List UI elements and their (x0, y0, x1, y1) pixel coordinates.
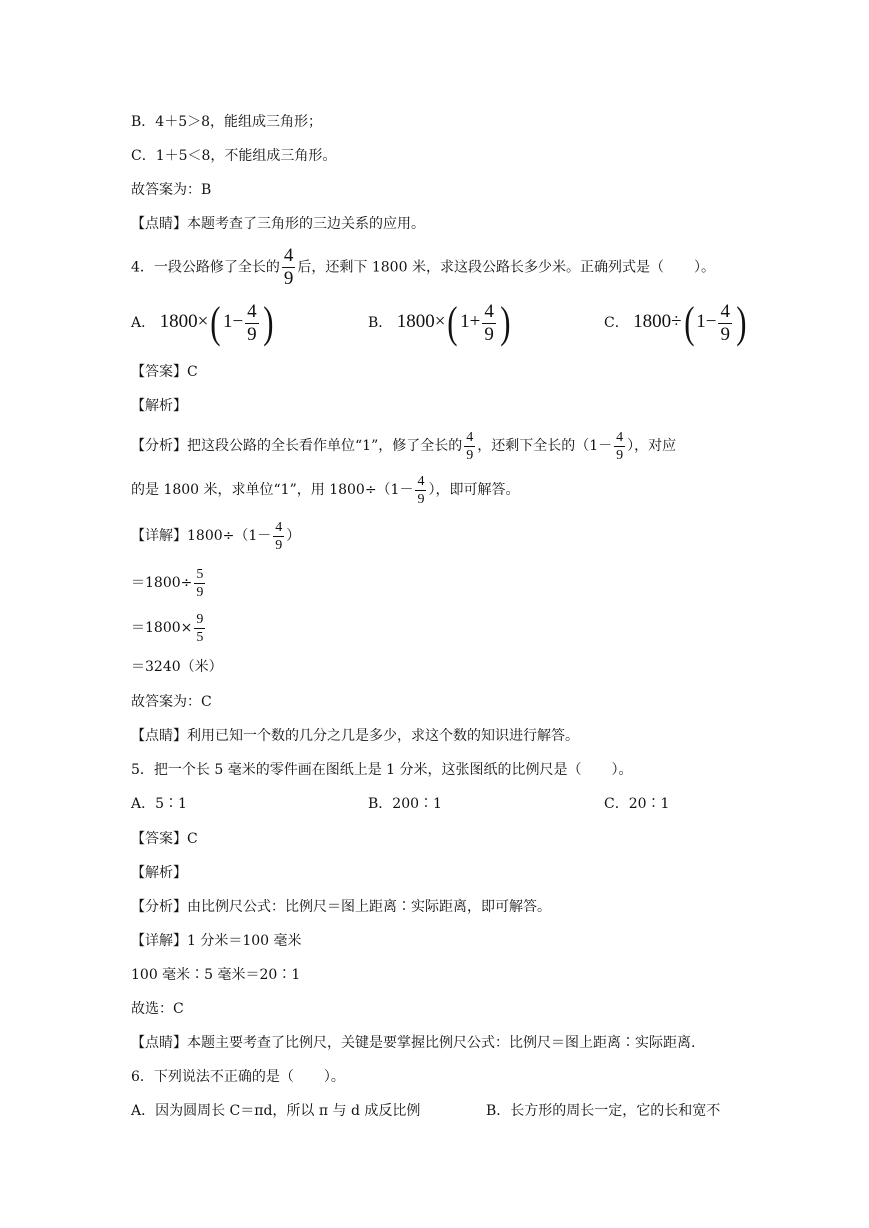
text: 4．一段公路修了全长的 (131, 259, 280, 276)
text: ）。 (611, 762, 633, 778)
text: 5．把一个长 5 毫米的零件画在图纸上是 1 分米，这张图纸的比例尺是（ (131, 762, 582, 778)
q5-option-a (131, 794, 187, 814)
denominator: 9 (417, 491, 425, 507)
text: 故选：C (131, 1001, 184, 1017)
text: ＝1800× (131, 620, 193, 636)
expr: 1800÷ (633, 311, 682, 332)
comment-4 (131, 726, 579, 746)
text: B．4＋5＞8，能组成三角形； (131, 114, 323, 130)
conclusion-4 (131, 692, 212, 712)
text: 故答案为：C (131, 694, 212, 710)
left-paren: ( (447, 298, 458, 347)
numerator: 9 (196, 611, 204, 627)
denominator: 9 (275, 537, 283, 553)
expr: 1− (222, 311, 244, 332)
fraction-9-5 (194, 611, 205, 646)
analysis-4-line2 (131, 470, 519, 510)
text: ＝3240（米） (131, 659, 223, 675)
denominator: 9 (196, 584, 204, 600)
text: ），即可解答。 (428, 482, 520, 498)
expr: 1800× (159, 311, 209, 332)
left-paren: ( (683, 298, 695, 347)
numerator: 4 (616, 429, 624, 445)
text: 【解析】 (131, 398, 187, 414)
text: 【解析】 (131, 865, 187, 881)
text: C．1＋5＜8，不能组成三角形。 (131, 148, 337, 164)
detail-4-step1 (131, 563, 207, 603)
text: ，还剩下全长的（1－ (477, 438, 613, 454)
q6-option-b (486, 1101, 720, 1121)
expr: 1800× (396, 311, 446, 332)
text: A．因为圆周长 C＝πd，所以 π 与 d 成反比例 (131, 1103, 421, 1119)
q5-option-b (368, 794, 442, 814)
option-label: B． (368, 315, 393, 331)
fraction-4-9 (415, 473, 426, 508)
detail-4-step2 (131, 608, 207, 648)
text: 6．下列说法不正确的是（ (131, 1069, 294, 1085)
denominator: 9 (466, 447, 474, 463)
denominator: 5 (196, 629, 204, 645)
text: ＝1800÷ (131, 575, 193, 591)
question-6 (131, 1067, 345, 1087)
right-paren: ) (500, 298, 511, 347)
text: 的是 1800 米，求单位“1”，用 1800÷（1－ (131, 482, 414, 498)
denominator: 9 (247, 323, 257, 345)
detail-4-line1 (131, 516, 300, 556)
numerator: 4 (283, 245, 294, 266)
numerator: 4 (484, 300, 494, 322)
text: C．20∶1 (604, 796, 670, 812)
option-label: C． (604, 315, 629, 331)
text: 后，还剩下 1800 米，求这段公路长多少米。正确列式是（ (297, 259, 664, 276)
conclusion-5 (131, 999, 184, 1019)
text: ）。 (323, 1069, 345, 1085)
text: 【点睛】利用已知一个数的几分之几是多少，求这个数的知识进行解答。 (131, 728, 579, 744)
text: ）。 (693, 259, 715, 276)
expr: 1+ (460, 311, 481, 332)
question-5 (131, 760, 633, 780)
text: 100 毫米∶5 毫米＝20∶1 (131, 967, 301, 983)
analysis-5 (131, 897, 551, 917)
fraction-4-9 (482, 301, 496, 346)
text: 【详解】1800÷（1－ (131, 528, 272, 544)
fraction-4-9 (464, 429, 475, 464)
numerator: 4 (275, 519, 283, 535)
q4-option-a (131, 298, 275, 347)
analysis-header-5 (131, 863, 187, 883)
denominator: 9 (616, 447, 624, 463)
text: 【点睛】本题主要考查了比例尺，关键是要掌握比例尺公式：比例尺＝图上距离∶实际距离. (131, 1035, 696, 1051)
denominator: 9 (484, 323, 494, 345)
right-paren: ) (736, 298, 747, 347)
q6-option-a (131, 1101, 420, 1121)
numerator: 4 (417, 473, 425, 489)
line-comment-q3 (131, 214, 425, 234)
text: 【分析】把这段公路的全长看作单位“1”，修了全长的 (131, 438, 463, 454)
numerator: 4 (720, 300, 730, 322)
text: 【点睛】本题考查了三角形的三边关系的应用。 (131, 216, 425, 232)
fraction-4-9 (273, 519, 284, 554)
answer-4 (131, 362, 198, 382)
answer-5 (131, 829, 198, 849)
line-option-b-q3 (131, 112, 322, 132)
analysis-4-line1 (131, 426, 676, 466)
comment-5 (131, 1033, 695, 1053)
option-label: A． (131, 315, 156, 331)
denominator: 9 (720, 323, 730, 345)
text: 【答案】C (131, 364, 198, 380)
fraction-4-9 (245, 301, 259, 346)
text: ） (286, 528, 301, 544)
numerator: 5 (196, 566, 204, 582)
text: A．5∶1 (131, 796, 187, 812)
expr: 1− (696, 311, 717, 332)
q4-option-b (368, 298, 513, 347)
q4-option-c (604, 298, 749, 347)
fraction-4-9 (614, 429, 625, 464)
numerator: 4 (466, 429, 474, 445)
fraction-5-9 (194, 566, 205, 601)
text: 【答案】C (131, 831, 198, 847)
text: B．长方形的周长一定，它的长和宽不 (486, 1103, 721, 1119)
left-paren: ( (210, 298, 221, 347)
line-option-c-q3 (131, 146, 336, 166)
text: ），对应 (627, 438, 677, 454)
right-paren: ) (262, 298, 274, 347)
text: 【详解】1 分米＝100 毫米 (131, 933, 302, 949)
text: B．200∶1 (368, 796, 442, 812)
text: 故答案为：B (131, 182, 212, 198)
detail-5-step (131, 965, 300, 985)
line-answer-q3 (131, 180, 211, 200)
numerator: 4 (247, 300, 257, 322)
analysis-header-4 (131, 396, 187, 416)
text: 【分析】由比例尺公式：比例尺＝图上距离∶实际距离，即可解答。 (131, 899, 551, 915)
detail-5 (131, 931, 302, 951)
q5-option-c (604, 794, 669, 814)
denominator: 9 (283, 268, 294, 289)
fraction-4-9 (718, 301, 732, 346)
detail-4-step3 (131, 657, 223, 677)
fraction-4-9 (282, 245, 296, 290)
question-4 (131, 245, 715, 290)
